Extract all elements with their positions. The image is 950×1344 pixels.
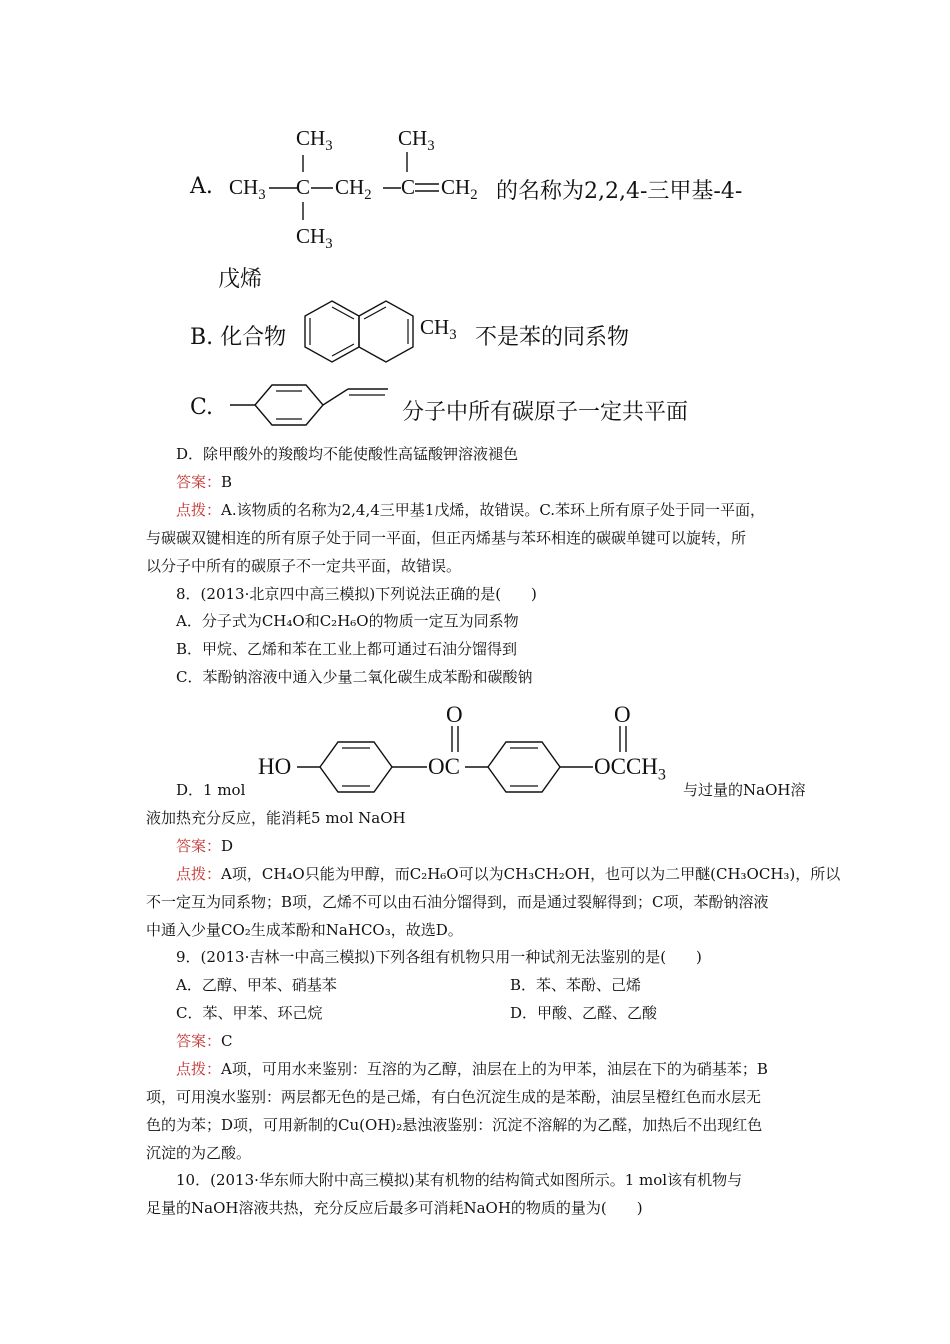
answer-label: 答案： (176, 473, 222, 491)
q9-explain-line-1: 点拨：A项，可用水来鉴别：互溶的为乙醇，油层在上的为甲苯，油层在下的为硝基苯；B (176, 1060, 768, 1078)
q9-stem: 9．(2013·吉林一中高三模拟)下列各组有机物只用一种试剂无法鉴别的是( ) (176, 948, 702, 966)
q10-stem-line-2: 足量的NaOH溶液共热，充分反应后最多可消耗NaOH的物质的量为( ) (146, 1199, 643, 1217)
carbonyl-oxygen-2: O (614, 702, 631, 727)
q8-explain-line-2: 不一定互为同系物；B项，乙烯不可以由石油分馏得到，而是通过裂解得到；C项，苯酚钠溶液 (146, 893, 769, 911)
carbon-quaternary: C (296, 175, 311, 199)
ch2-middle: $CH_2$ (335, 175, 372, 204)
ch2-end: $CH_2$ (441, 175, 478, 204)
carbon-alkene: C (401, 175, 416, 199)
q7-explain-line-3: 以分子中所有的碳原子不一定共平面，故错误。 (146, 557, 462, 575)
q9-explain-line-4: 沉淀的为乙酸。 (146, 1144, 252, 1162)
option-a-text-cont: 戊烯 (218, 267, 263, 292)
q7-answer (176, 468, 232, 496)
q8-explain-line-3: 中通入少量CO₂生成苯酚和NaHCO₃，故选D。 (146, 921, 463, 939)
option-d-suffix: 与过量的NaOH溶 (683, 781, 806, 799)
q8-answer: 答案：D (176, 837, 234, 855)
ester-group-1: OC (428, 754, 460, 779)
q8-option-a: A．分子式为CH₄O和C₂H₆O的物质一定互为同系物 (176, 612, 519, 630)
q9-answer: 答案：C (176, 1032, 233, 1050)
q9-explain-line-2: 项，可用溴水鉴别：两层都无色的是己烯，有白色沉淀生成的是苯酚，油层呈橙红色而水层无 (146, 1088, 762, 1106)
q9-option-b: B．苯、苯酚、己烯 (510, 976, 642, 994)
option-c-label: C. (190, 395, 214, 420)
option-d-cont: 液加热充分反应，能消耗5 mol NaOH (146, 809, 406, 827)
propenylbenzene-structure (225, 378, 400, 436)
option-a-text: 的名称为2,2,4-三甲基-4- (496, 179, 743, 204)
ch3-main: $CH_3$ (229, 175, 266, 204)
option-d-prefix: D．1 mol (176, 781, 246, 799)
q10-stem-line-1: 10．(2013·华东师大附中高三模拟)某有机物的结构简式如图所示。1 mol该有机物与 (176, 1171, 743, 1189)
ch3-top-right: $CH_3$ (398, 126, 435, 155)
q8-stem: 8．(2013·北京四中高三模拟)下列说法正确的是( ) (176, 585, 537, 603)
ch3-bottom: $CH_3$ (296, 224, 333, 253)
option-c-text: 分子中所有碳原子一定共平面 (402, 400, 689, 425)
ch3-substituent: $CH_3$ (420, 315, 457, 344)
q7-option-d: D．除甲酸外的羧酸均不能使酸性高锰酸钾溶液褪色 (176, 445, 519, 463)
q9-option-d: D．甲酸、乙醛、乙酸 (510, 1004, 658, 1022)
ester-group-2: $OCCH_3$ (594, 754, 666, 784)
ch3-top-left: $CH_3$ (296, 126, 333, 155)
q8-option-c: C．苯酚钠溶液中通入少量二氧化碳生成苯酚和碳酸钠 (176, 668, 533, 686)
q7-explain-line-1: 点拨：A.该物质的名称为2,4,4三甲基1戊烯，故错误。C.苯环上所有原子处于同一平面， (176, 501, 766, 519)
q8-explain-line-1: 点拨：A项，CH₄O只能为甲醇，而C₂H₆O可以为CH₃CH₂OH，也可以为二甲醚(CH₃OCH₃)，所以 (176, 865, 841, 883)
option-b-label: B. 化合物 (190, 325, 287, 350)
option-b-text: 不是苯的同系物 (475, 325, 630, 350)
carbonyl-oxygen-1: O (446, 702, 463, 727)
q9-explain-line-3: 色的为苯；D项，可用新制的Cu(OH)₂悬浊液鉴别：沉淀不溶解的为乙醛，加热后不出现红色 (146, 1116, 763, 1134)
explain-label: 点拨： (176, 501, 222, 519)
q9-option-a: A．乙醇、甲苯、硝基苯 (176, 976, 337, 994)
option-a-label: A. (190, 174, 213, 199)
hydroxyl-group: HO (258, 754, 292, 779)
q7-explain-line-2: 与碳碳双键相连的所有原子处于同一平面，但正丙烯基与苯环相连的碳碳单键可以旋转，所 (146, 529, 747, 547)
q8-option-b: B．甲烷、乙烯和苯在工业上都可通过石油分馏得到 (176, 640, 518, 658)
q9-option-c: C．苯、甲苯、环己烷 (176, 1004, 323, 1022)
answer-value: B (221, 473, 233, 491)
methylnaphthalene-structure (296, 296, 426, 376)
